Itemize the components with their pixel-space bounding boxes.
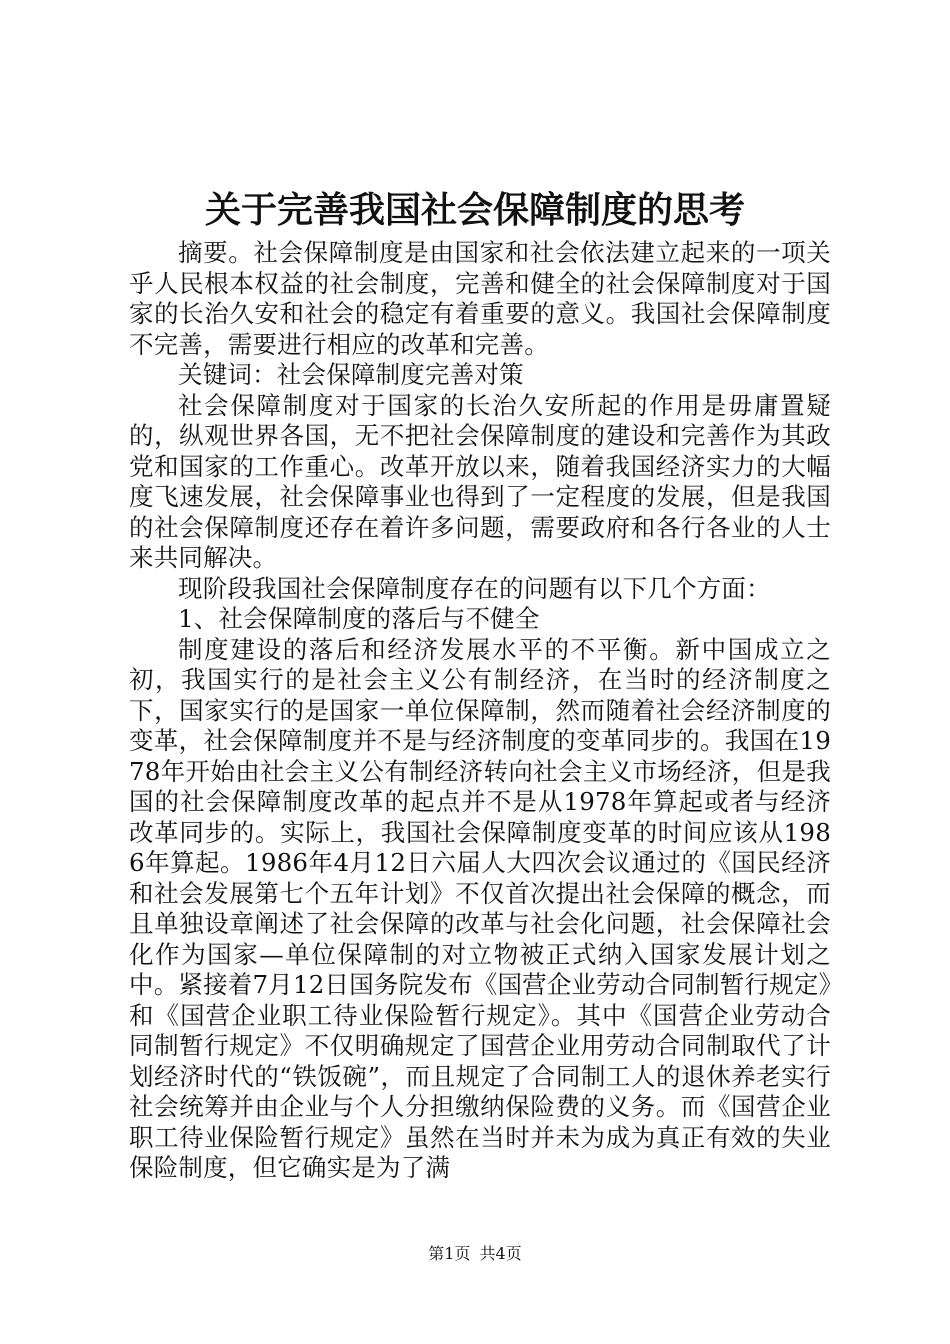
page-number: 第1页 bbox=[428, 1244, 471, 1263]
section-heading-1: 1、社会保障制度的落后与不健全 bbox=[178, 604, 540, 633]
page-total: 共4页 bbox=[479, 1244, 522, 1263]
abstract-paragraph: 摘要。社会保障制度是由国家和社会依法建立起来的一项关乎人民根本权益的社会制度，完善和健全的社会保障制度对于国家的长治久安和社会的稳定有着重要的意义。我国社会保障制度不完善，需要进行相应的改革和完善。 bbox=[129, 238, 831, 359]
document-title: 关于完善我国社会保障制度的思考 bbox=[204, 189, 745, 231]
keywords-paragraph: 关键词：社会保障制度完善对策 bbox=[178, 360, 524, 389]
section-1-paragraph: 制度建设的落后和经济发展水平的不平衡。新中国成立之初，我国实行的是社会主义公有制经济，在当时的经济制度之下，国家实行的是国家一单位保障制，然而随着社会经济制度的变革，社会保障制度并不是与经济制度的变革同步的。我国在1978年开始由社会主义公有制经济转向社会主义市场经济，但是我国的社会保障制度改革的起点并不是从1978年算起或者与经济改革同步的。实际上，我国社会保障制度变革的时间应该从1986年算起。1986年4月12日六届人大四次会议通过的《国民经济和社会发展第七个五年计划》不仅首次提出社会保障的概念，而且单独设章阐述了社会保障的改革与社会化问题，社会保障社会化作为国家—单位保障制的对立物被正式纳入国家发展计划之中。紧接着7月12日国务院发布《国营企业劳动合同制暂行规定》和《国营企业职工待业保险暂行规定》。其中《国营企业劳动合同制暂行规定》不仅明确规定了国营企业用劳动合同制取代了计划经济时代的“铁饭碗”，而且规定了合同制工人的退休养老实行社会统筹并由企业与个人分担缴纳保险费的义务。而《国营企业职工待业保险暂行规定》虽然在当时并未为成为真正有效的失业保险制度，但它确实是为了满 bbox=[129, 634, 832, 1182]
problems-lead-paragraph: 现阶段我国社会保障制度存在的问题有以下几个方面： bbox=[178, 573, 771, 603]
document-body bbox=[129, 238, 831, 1184]
page-footer bbox=[0, 1244, 950, 1264]
intro-paragraph: 社会保障制度对于国家的长治久安所起的作用是毋庸置疑的，纵观世界各国，无不把社会保障制度的建设和完善作为其政党和国家的工作重心。改革开放以来，随着我国经济实力的大幅度飞速发展，社会保障事业也得到了一定程度的发展，但是我国的社会保障制度还存在着许多问题，需要政府和各行各业的人士来共同解决。 bbox=[129, 390, 831, 572]
